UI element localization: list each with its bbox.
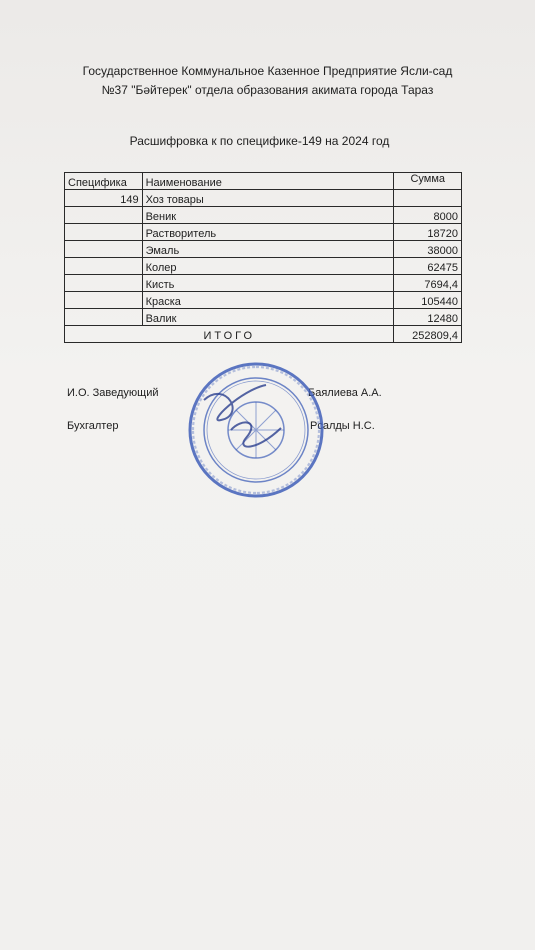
spec-code-cell: 149: [65, 190, 143, 207]
table-row: [65, 258, 462, 275]
item-sum: 62475: [394, 258, 462, 275]
item-sum: 18720: [394, 224, 462, 241]
item-sum: 105440: [394, 292, 462, 309]
header-name: Наименование: [142, 173, 394, 190]
document-title: Расшифровка к по специфике-149 на 2024 год: [129, 134, 390, 148]
table-row: [65, 275, 462, 292]
empty-cell: [65, 275, 143, 292]
header-sum: Сумма: [394, 173, 462, 190]
table-header-row: [65, 173, 462, 190]
head-title: И.О. Заведующий: [67, 387, 159, 399]
empty-cell: [65, 309, 143, 326]
item-name: Эмаль: [142, 241, 394, 258]
table-row: [65, 292, 462, 309]
item-name: Веник: [142, 207, 394, 224]
group-sum-cell: [394, 190, 462, 207]
table-row-group: [65, 190, 462, 207]
empty-cell: [65, 258, 143, 275]
table-row: [65, 241, 462, 258]
header-line-1: Государственное Коммунальное Казенное Предприятие Ясли-сад: [82, 64, 453, 78]
header-specifica: Специфика: [65, 173, 143, 190]
group-name-cell: Хоз товары: [142, 190, 394, 207]
item-name: Колер: [142, 258, 394, 275]
header-line-2: №37 "Бәйтерек" отдела образования акимата города Тараз: [101, 83, 434, 97]
total-row: [65, 326, 462, 343]
total-label: ИТОГО: [65, 326, 394, 343]
item-name: Краска: [142, 292, 394, 309]
item-name: Кисть: [142, 275, 394, 292]
item-sum: 38000: [394, 241, 462, 258]
specification-table: [64, 172, 462, 343]
empty-cell: [65, 241, 143, 258]
item-sum: 8000: [394, 207, 462, 224]
table-row: [65, 309, 462, 326]
item-sum: 12480: [394, 309, 462, 326]
accountant-name: Рсалды Н.С.: [310, 420, 375, 432]
total-value: 252809,4: [394, 326, 462, 343]
empty-cell: [65, 207, 143, 224]
item-name: Растворитель: [142, 224, 394, 241]
accountant-title: Бухгалтер: [67, 420, 119, 432]
item-name: Валик: [142, 309, 394, 326]
official-stamp: [186, 360, 326, 500]
empty-cell: [65, 224, 143, 241]
table-row: [65, 224, 462, 241]
empty-cell: [65, 292, 143, 309]
head-name: Баялиева А.А.: [308, 387, 382, 399]
table-row: [65, 207, 462, 224]
item-sum: 7694,4: [394, 275, 462, 292]
organization-header: [0, 62, 535, 100]
